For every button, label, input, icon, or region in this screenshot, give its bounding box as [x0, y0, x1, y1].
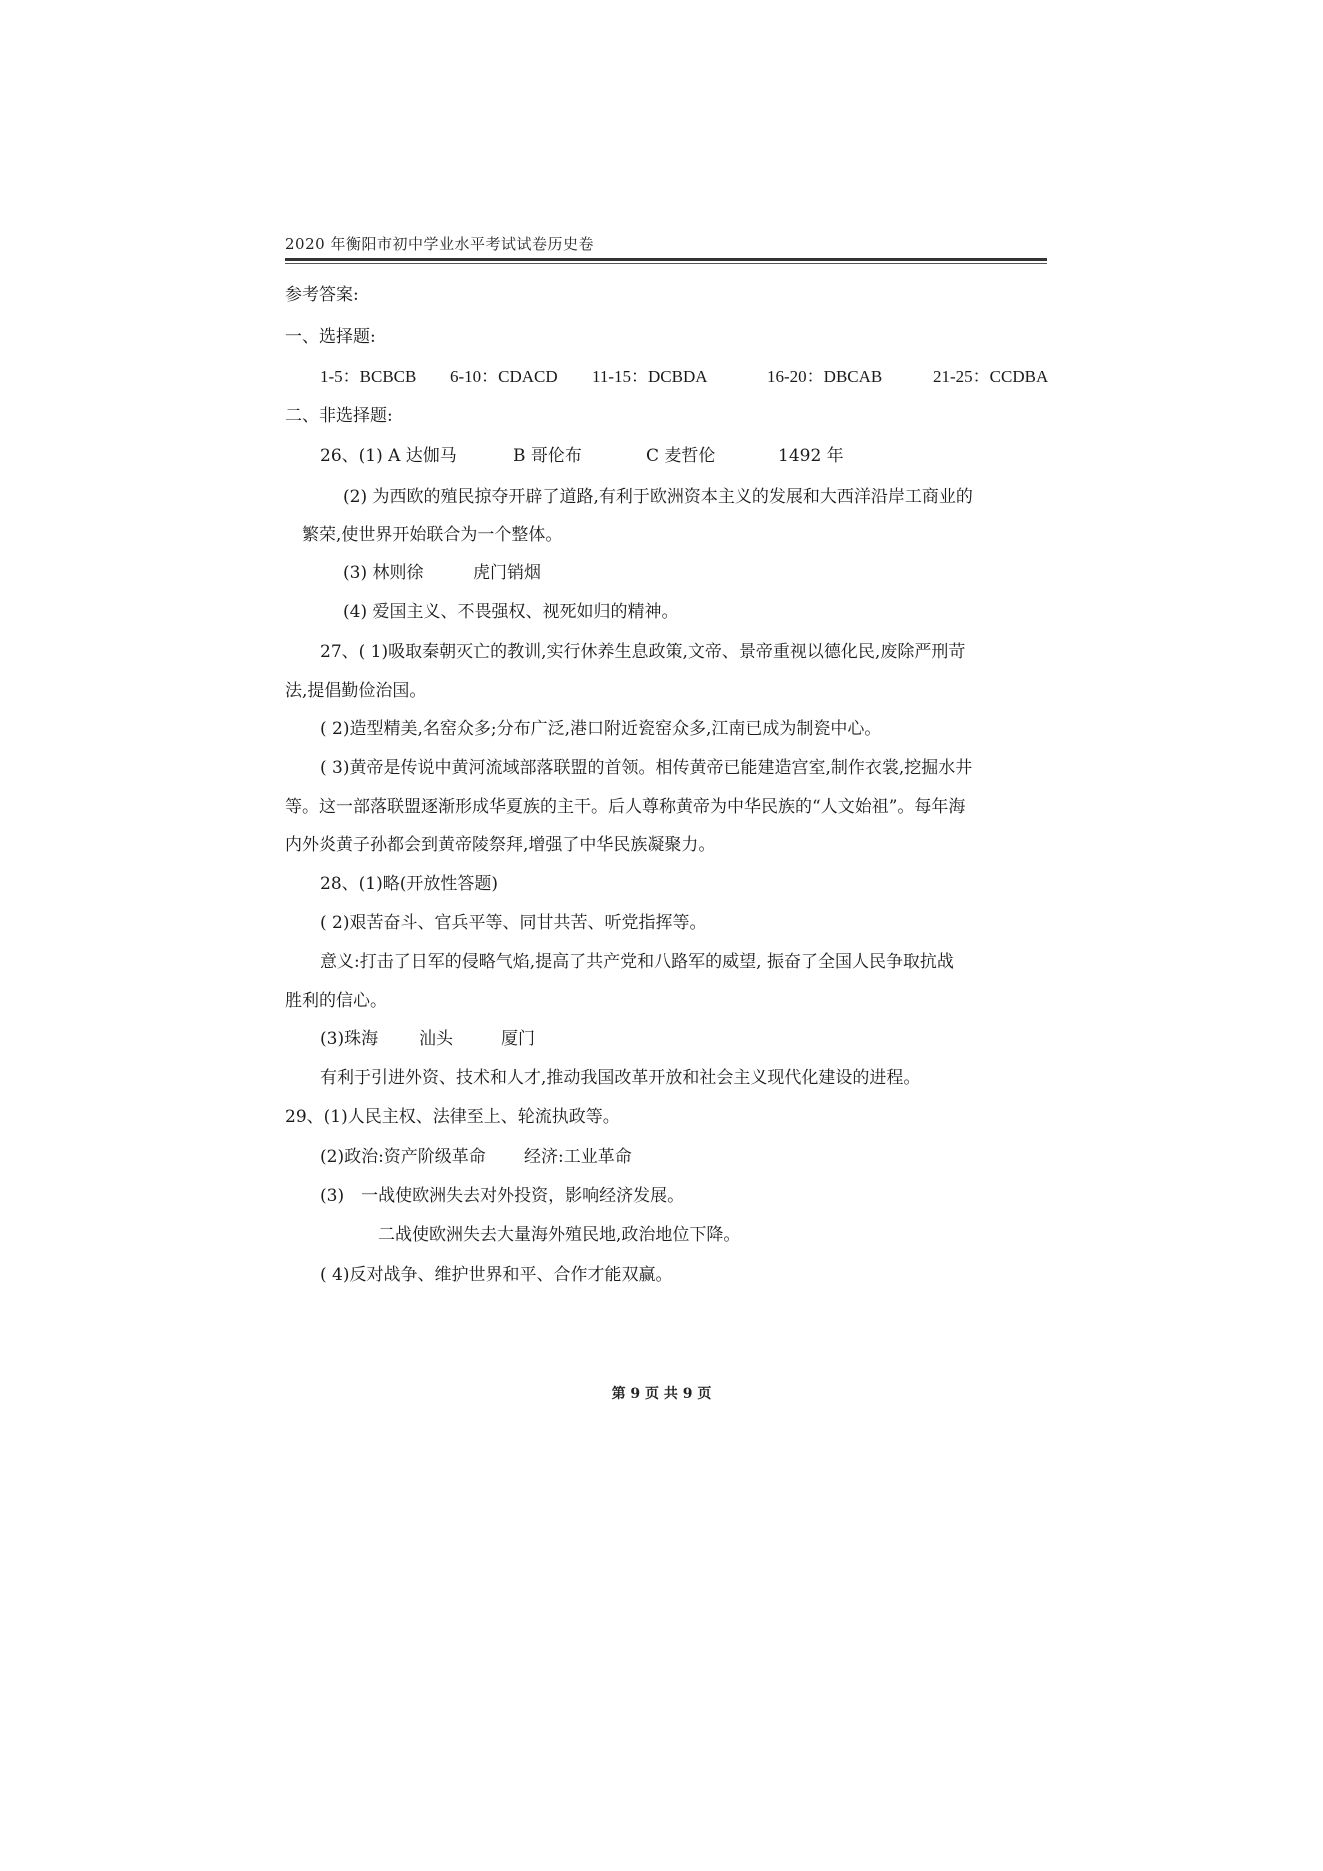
q26-answer-c: C 麦哲伦 [646, 446, 716, 466]
q29-political: (2)政治:资产阶级革命 [320, 1147, 486, 1167]
q29-part4: ( 4)反对战争、维护世界和平、合作才能双赢。 [320, 1265, 673, 1285]
q26-part2-line2: 繁荣,使世界开始联合为一个整体。 [302, 525, 563, 545]
mcq-group: 16-20：DBCAB [767, 367, 883, 386]
q28-city: 厦门 [501, 1029, 535, 1049]
q26-year: 1492 年 [778, 446, 844, 466]
page-header [285, 233, 1047, 264]
q26-answer-b: B 哥伦布 [513, 446, 582, 466]
mcq-group: 6-10：CDACD [450, 367, 558, 386]
q28-part4: 有利于引进外资、技术和人才,推动我国改革开放和社会主义现代化建设的进程。 [320, 1068, 921, 1088]
page-number: 第 9 页 共 9 页 [611, 1386, 712, 1402]
header-rule-thin [285, 263, 1047, 264]
q29-part3-line1: (3) 一战使欧洲失去对外投资，影响经济发展。 [320, 1186, 685, 1206]
q29-part1: 29、(1)人民主权、法律至上、轮流执政等。 [285, 1107, 620, 1127]
q28-city: (3)珠海 [320, 1029, 379, 1049]
q27-part1-line2: 法,提倡勤俭治国。 [285, 681, 427, 701]
q29-part3-line2: 二战使欧洲失去大量海外殖民地,政治地位下降。 [378, 1225, 741, 1245]
mcq-group: 21-25：CCDBA [933, 367, 1049, 386]
q26-part1 [320, 445, 844, 467]
ref-answer-heading: 参考答案: [285, 285, 359, 305]
q26-person: (3) 林则徐 [343, 563, 424, 583]
q27-part2: ( 2)造型精美,名窑众多;分布广泛,港口附近瓷窑众多,江南已成为制瓷中心。 [320, 719, 882, 739]
mcq-group: 1-5：BCBCB [320, 367, 417, 386]
q28-part2: ( 2)艰苦奋斗、官兵平等、同甘共苦、听党指挥等。 [320, 913, 707, 933]
q28-meaning-line1: 意义:打击了日军的侵略气焰,提高了共产党和八路军的威望, 振奋了全国人民争取抗战 [320, 952, 954, 972]
q27-part1-line1: 27、( 1)吸取秦朝灭亡的教训,实行休养生息政策,文帝、景帝重视以德化民,废除严刑苛 [320, 642, 966, 662]
q28-meaning-line2: 胜利的信心。 [285, 991, 387, 1011]
q26-part4: (4) 爱国主义、不畏强权、视死如归的精神。 [343, 602, 679, 622]
q29-part2 [320, 1146, 632, 1168]
q27-part3-line1: ( 3)黄帝是传说中黄河流域部落联盟的首领。相传黄帝已能建造宫室,制作衣裳,挖掘水井 [320, 758, 973, 778]
q27-part3-line2: 等。这一部落联盟逐渐形成华夏族的主干。后人尊称黄帝为中华民族的“人文始祖”。每年海 [285, 797, 966, 817]
q28-city: 汕头 [419, 1029, 453, 1049]
q29-economic: 经济:工业革命 [524, 1147, 632, 1167]
header-title: 2020 年衡阳市初中学业水平考试试卷历史卷 [285, 235, 594, 253]
header-rule [285, 258, 1047, 261]
q28-part3 [320, 1028, 535, 1050]
section-2-heading: 二、非选择题: [285, 406, 393, 426]
q28-part1: 28、(1)略(开放性答题) [320, 874, 498, 894]
q26-event: 虎门销烟 [473, 563, 541, 583]
mcq-group: 11-15：DCBDA [592, 367, 708, 386]
q27-part3-line3: 内外炎黄子孙都会到黄帝陵祭拜,增强了中华民族凝聚力。 [285, 835, 716, 855]
mcq-answers [320, 366, 1048, 388]
q26-answer-a: 26、(1) A 达伽马 [320, 446, 457, 466]
q26-part3 [343, 562, 541, 584]
q26-part2-line1: (2) 为西欧的殖民掠夺开辟了道路,有利于欧洲资本主义的发展和大西洋沿岸工商业的 [343, 487, 973, 507]
section-1-heading: 一、选择题: [285, 327, 376, 347]
